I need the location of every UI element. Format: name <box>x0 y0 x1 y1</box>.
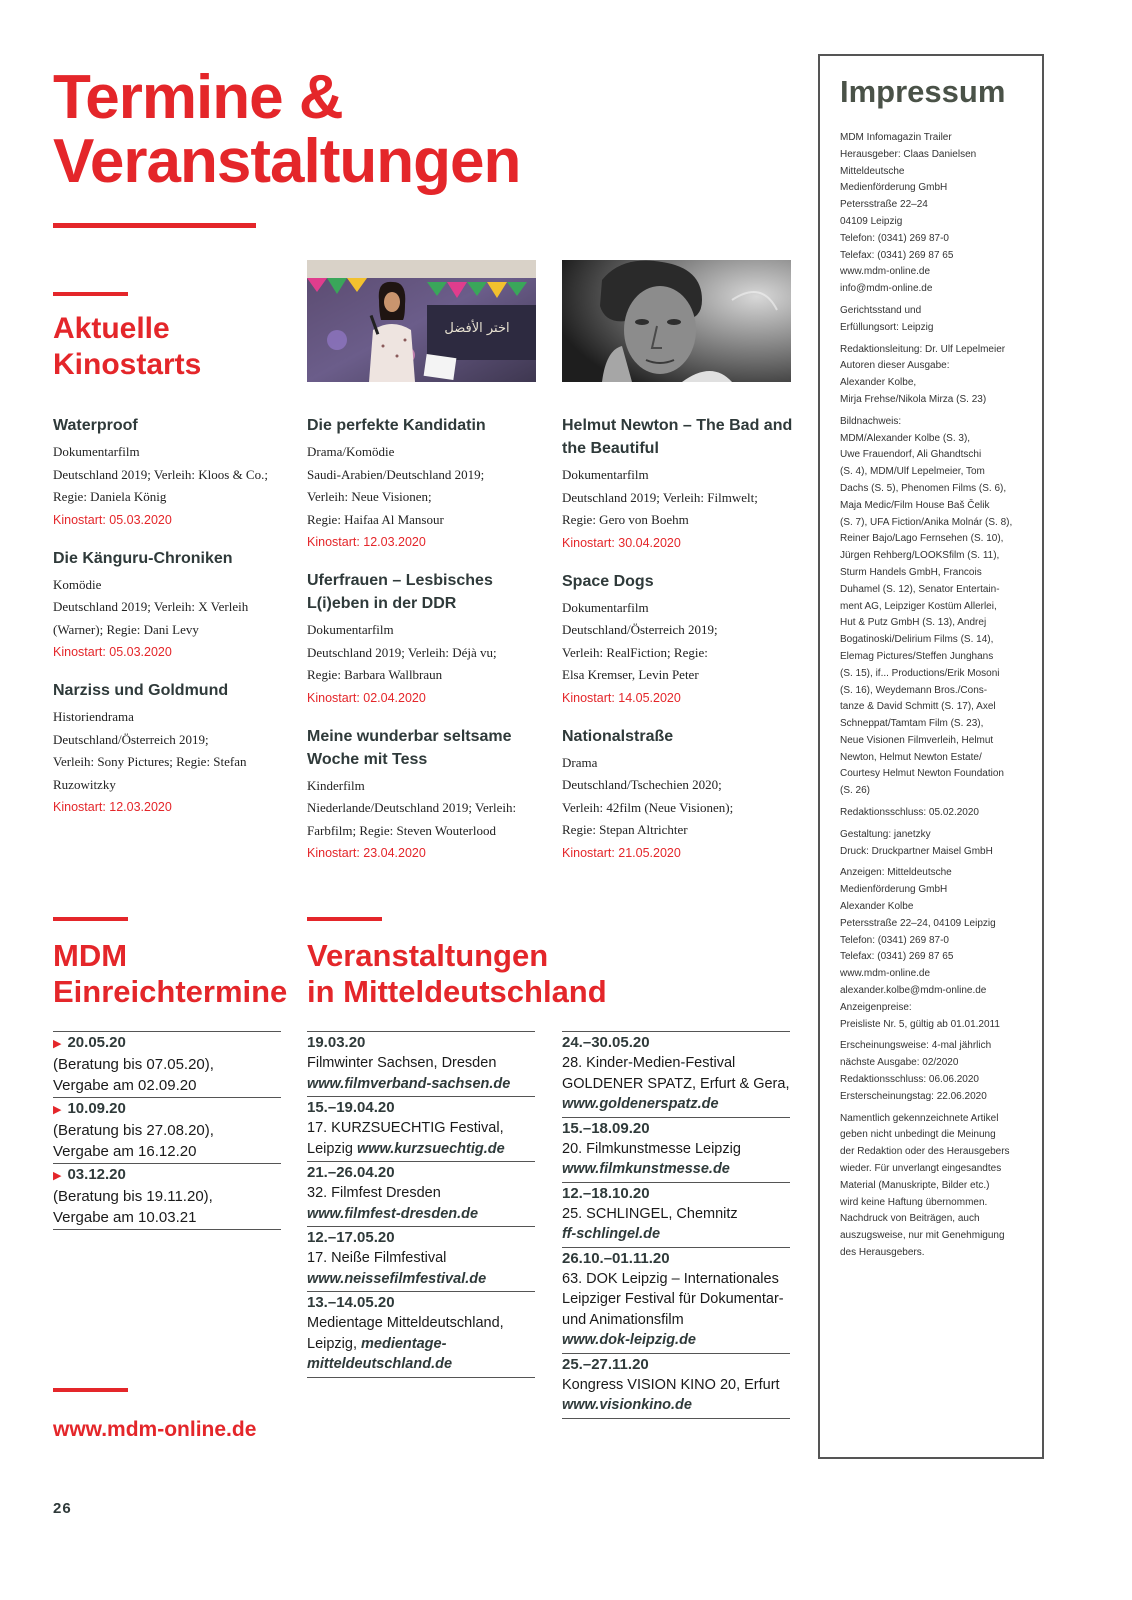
film-kinostart: Kinostart: 12.03.2020 <box>53 800 172 814</box>
event-date: 26.10.–01.11.20 <box>562 1249 670 1267</box>
film-entry <box>53 679 288 818</box>
film-kinostart: Kinostart: 30.04.2020 <box>562 535 681 550</box>
film-genre: Komödie <box>53 576 102 592</box>
event-link[interactable]: www.visionkino.de <box>562 1397 692 1413</box>
einreichtermine-divider <box>53 917 128 921</box>
deadline-note: Vergabe am 10.03.21 <box>53 1209 197 1226</box>
list-item <box>53 1164 281 1230</box>
event-date: 12.–17.05.20 <box>307 1229 395 1246</box>
list-item <box>53 1032 281 1098</box>
list-item <box>53 1098 281 1164</box>
film-info: Ruzowitzky <box>53 776 116 792</box>
film-info: Saudi-Arabien/Deutschland 2019; <box>307 466 485 482</box>
film-info: Regie: Daniela König <box>53 489 167 504</box>
deadline-note: (Beratung bis 07.05.20), <box>53 1056 214 1073</box>
event-item <box>562 1354 790 1419</box>
impressum-paragraph: MDM Infomagazin Trailer Herausgeber: Claas Danielsen Mitteldeutsche Medienförderung GmbH Petersstraße 22–24 04109 Leipzig Telefon: (0341) 269 87-0 Telefax: (0341) 269 87 65 www.mdm-online.de info@mdm-online.de <box>840 132 977 295</box>
film-info: Verleih: Sony Pictures; Regie: Stefan <box>53 754 247 769</box>
film-title: Narziss und Goldmund <box>53 682 229 699</box>
impressum-box <box>818 54 1044 1459</box>
events-list-1 <box>307 1031 535 1378</box>
kinostarts-column-1 <box>53 414 288 834</box>
film-kinostart: Kinostart: 14.05.2020 <box>562 690 681 705</box>
film-entry <box>53 414 288 531</box>
portrait-image <box>562 260 791 382</box>
impressum-paragraph: Redaktionsleitung: Dr. Ulf Lepelmeier Autoren dieser Ausgabe: Alexander Kolbe, Mirja Frehse/Nikola Mirza (S. 23) <box>840 343 1006 405</box>
event-date: 15.–18.09.20 <box>562 1119 650 1137</box>
film-info: Deutschland 2019; Verleih: Déjà vu; <box>307 644 497 660</box>
film-kinostart: Kinostart: 02.04.2020 <box>307 690 426 705</box>
page-number: 26 <box>53 1500 72 1517</box>
event-name: Leipziger Festival für Dokumentar- <box>562 1291 784 1307</box>
film-info: Regie: Stepan Altrichter <box>562 822 688 837</box>
event-name: 20. Filmkunstmesse Leipzig <box>562 1140 741 1157</box>
deadline-note: Vergabe am 16.12.20 <box>53 1143 197 1160</box>
event-date: 15.–19.04.20 <box>307 1099 395 1116</box>
film-entry <box>562 725 797 864</box>
event-date: 12.–18.10.20 <box>562 1184 650 1202</box>
veranstaltungen-heading: Veranstaltungen in Mitteldeutschland <box>307 938 607 1009</box>
film-genre: Historiendrama <box>53 709 134 724</box>
veranstaltungen-divider <box>307 917 382 921</box>
film-kinostart: Kinostart: 05.03.2020 <box>53 512 172 527</box>
event-name: 32. Filmfest Dresden <box>307 1185 441 1201</box>
impressum-paragraph: Gestaltung: janetzky Druck: Druckpartner Maisel GmbH <box>840 828 993 857</box>
event-item <box>307 1227 535 1292</box>
impressum-paragraph: Gerichtsstand und Erfüllungsort: Leipzig <box>840 304 934 333</box>
film-info: Regie: Barbara Wallbraun <box>307 667 443 682</box>
event-item <box>307 1032 535 1097</box>
film-still-helmut-newton <box>562 260 791 382</box>
film-entry <box>562 414 797 554</box>
film-genre: Dokumentarfilm <box>562 599 649 615</box>
impressum-heading: Impressum <box>840 74 1006 109</box>
film-title: Nationalstraße <box>562 727 674 745</box>
film-genre: Drama/Komödie <box>307 444 395 459</box>
einreichtermine-list <box>53 1031 281 1230</box>
event-name: 17. Neiße Filmfestival <box>307 1250 447 1266</box>
events-list-2 <box>562 1031 790 1419</box>
film-still-perfekte-kandidatin <box>307 260 536 382</box>
event-item <box>307 1292 535 1378</box>
event-link[interactable]: www.filmverband-sachsen.de <box>307 1075 511 1092</box>
event-date: 21.–26.04.20 <box>307 1164 395 1181</box>
film-title: Waterproof <box>53 417 138 434</box>
event-item <box>562 1248 790 1354</box>
impressum-body <box>840 130 1032 1267</box>
event-date: 13.–14.05.20 <box>307 1294 395 1311</box>
film-title: Space Dogs <box>562 572 654 590</box>
film-kinostart: Kinostart: 21.05.2020 <box>562 845 681 860</box>
event-date: 19.03.20 <box>307 1034 366 1051</box>
event-link-cont[interactable]: mitteldeutschland.de <box>307 1356 453 1372</box>
film-title: Die perfekte Kandidatin <box>307 417 486 434</box>
film-info: Deutschland/Österreich 2019; <box>53 731 209 747</box>
film-kinostart: Kinostart: 23.04.2020 <box>307 846 426 860</box>
film-entry <box>307 414 542 553</box>
film-info: Verleih: Neue Visionen; <box>307 489 432 504</box>
event-link[interactable]: www.dok-leipzig.de <box>562 1332 696 1348</box>
event-date: 24.–30.05.20 <box>562 1034 650 1051</box>
film-kinostart: Kinostart: 12.03.2020 <box>307 535 426 549</box>
film-title: Meine wunderbar seltsame Woche mit Tess <box>307 727 512 768</box>
impressum-paragraph: Anzeigen: Mitteldeutsche Medienförderung GmbH Alexander Kolbe Petersstraße 22–24, 04109 Leipzig Telefon: (0341) 269 87-0 Telefax: (0341) 269 87 65 www.mdm-online.de alexander.kolbe@mdm-online.de Anzeigenpreise: Preisliste Nr. 5, gültig ab 01.01.2011 <box>840 867 1000 1030</box>
film-info: Verleih: 42film (Neue Visionen); <box>562 799 734 815</box>
film-title: Die Känguru-Chroniken <box>53 549 233 567</box>
banner-arabic-text: اختر الأفضل <box>444 321 510 336</box>
film-genre: Dokumentarfilm <box>307 622 394 637</box>
film-genre: Dokumentarfilm <box>562 467 649 482</box>
impressum-paragraph: Erscheinungsweise: 4-mal jährlich nächste Ausgabe: 02/2020 Redaktionsschluss: 06.06.2020 Ersterscheinungstag: 22.06.2020 <box>840 1040 992 1102</box>
event-name: 63. DOK Leipzig – Internationales <box>562 1270 779 1287</box>
event-item <box>562 1183 790 1248</box>
event-name: und Animationsfilm <box>562 1311 684 1328</box>
deadline-date: 20.05.20 <box>67 1034 126 1051</box>
film-genre: Kinderfilm <box>307 777 365 793</box>
website-divider <box>53 1388 128 1392</box>
film-info: (Warner); Regie: Dani Levy <box>53 621 199 637</box>
film-info: Deutschland 2019; Verleih: X Verleih <box>53 599 249 614</box>
film-still-image <box>307 260 536 382</box>
event-name: 25. SCHLINGEL, Chemnitz <box>562 1205 738 1222</box>
impressum-paragraph: Namentlich gekennzeichnete Artikel geben nicht unbedingt die Meinung der Redaktion oder des Herausgebers wieder. Für unverlangt eingesandtes Material (Manuskripte, Bilder etc.) wird keine Haftung übernommen. Nachdruck von Beiträgen, auch auszugsweise, nur mit Genehmigung des Herausgebers. <box>840 1112 1010 1258</box>
film-entry <box>53 547 288 664</box>
einreichtermine-heading: MDM Einreichtermine <box>53 938 288 1009</box>
event-link[interactable]: ff-schlingel.de <box>562 1226 661 1242</box>
event-name: 17. KURZSUECHTIG Festival, <box>307 1120 504 1136</box>
event-location: Leipzig, <box>307 1335 357 1352</box>
event-date: 25.–27.11.20 <box>562 1355 649 1373</box>
kinostarts-divider <box>53 292 128 296</box>
event-link[interactable]: www.kurzsuechtig.de <box>356 1140 505 1157</box>
film-info: Farbfilm; Regie: Steven Wouterlood <box>307 822 496 838</box>
event-name: Kongress VISION KINO 20, Erfurt <box>562 1376 780 1393</box>
event-name: Filmwinter Sachsen, Dresden <box>307 1055 497 1071</box>
title-underline <box>53 223 256 228</box>
event-item <box>307 1097 535 1162</box>
page-title: Termine & Veranstaltungen <box>53 63 521 196</box>
event-item <box>307 1162 535 1227</box>
film-info: Deutschland 2019; Verleih: Kloos & Co.; <box>53 466 268 482</box>
film-title: Uferfrauen – Lesbisches L(i)eben in der DDR <box>307 572 493 612</box>
film-info: Deutschland 2019; Verleih: Filmwelt; <box>562 489 758 505</box>
deadline-date: 10.09.20 <box>67 1100 126 1117</box>
event-link[interactable]: www.goldenerspatz.de <box>562 1096 719 1112</box>
impressum-paragraph: Redaktionsschluss: 05.02.2020 <box>840 807 979 819</box>
event-link[interactable]: medientage- <box>361 1335 447 1352</box>
event-name: 28. Kinder-Medien-Festival <box>562 1055 736 1071</box>
film-info: Niederlande/Deutschland 2019; Verleih: <box>307 800 517 815</box>
film-info: Regie: Gero von Boehm <box>562 512 689 527</box>
film-info: Deutschland/Österreich 2019; <box>562 622 718 637</box>
film-title: Helmut Newton – The Bad and the Beautiful <box>562 417 793 457</box>
event-link[interactable]: www.filmkunstmesse.de <box>562 1161 730 1177</box>
deadline-note: Vergabe am 02.09.20 <box>53 1077 197 1094</box>
impressum-paragraph: Bildnachweis: MDM/Alexander Kolbe (S. 3), Uwe Frauendorf, Ali Ghandtschi (S. 4), MDM/Ulf Lepelmeier, Tom Dachs (S. 5), Phenomen Films (S. 6), Maja Medic/Film House Baš Čelik (S. 7), UFA Fiction/Anika Molnár (S. 8), Reiner Bajo/Lago Fernsehen (S. 10), Jürgen Rehberg/LOOKSfilm (S. 11), Sturm Handels GmbH, Francois Duhamel (S. 12), Senator Entertain- ment AG, Leipziger Kostüm Allerlei, Hut & Putz GmbH (S. 13), Andrej Bogatinoski/Delirium Films (S. 14), Elemag Pictures/Steffen Junghans (S. 15), if... Productions/Erik Mosoni (S. 16), Weydemann Bros./Cons- tanze & David Schmitt (S. 17), Axel Schneppat/Tamtam Film (S. 23), Neue Visionen Filmverleih, Helmut Newton, Helmut Newton Estate/ Courtesy Helmut Newton Foundation (S. 26) <box>840 415 1013 797</box>
event-item <box>562 1118 790 1183</box>
film-info: Deutschland/Tschechien 2020; <box>562 777 722 792</box>
kinostarts-column-3 <box>562 414 797 880</box>
event-name: Medientage Mitteldeutschland, <box>307 1315 504 1331</box>
triangle-bullet-icon: ▶ <box>53 1170 62 1182</box>
event-link[interactable]: www.neissefilmfestival.de <box>307 1270 487 1287</box>
film-entry <box>562 570 797 709</box>
event-name: GOLDENER SPATZ, Erfurt & Gera, <box>562 1075 790 1092</box>
event-item <box>562 1032 790 1118</box>
triangle-bullet-icon: ▶ <box>53 1104 62 1116</box>
event-location: Leipzig <box>307 1140 353 1157</box>
kinostarts-heading: Aktuelle Kinostarts <box>53 312 202 381</box>
triangle-bullet-icon: ▶ <box>53 1038 62 1050</box>
film-entry <box>307 725 542 865</box>
website-link[interactable]: www.mdm-online.de <box>53 1418 257 1441</box>
kinostarts-column-2 <box>307 414 542 880</box>
film-info: Regie: Haifaa Al Mansour <box>307 511 444 527</box>
film-info: Verleih: RealFiction; Regie: <box>562 644 708 660</box>
film-kinostart: Kinostart: 05.03.2020 <box>53 645 172 659</box>
film-genre: Drama <box>562 754 598 770</box>
film-genre: Dokumentarfilm <box>53 444 140 459</box>
deadline-date: 03.12.20 <box>67 1166 126 1183</box>
film-info: Elsa Kremser, Levin Peter <box>562 667 699 682</box>
deadline-note: (Beratung bis 19.11.20), <box>53 1188 213 1205</box>
event-link[interactable]: www.filmfest-dresden.de <box>307 1205 479 1222</box>
film-entry <box>307 569 542 709</box>
deadline-note: (Beratung bis 27.08.20), <box>53 1122 214 1139</box>
